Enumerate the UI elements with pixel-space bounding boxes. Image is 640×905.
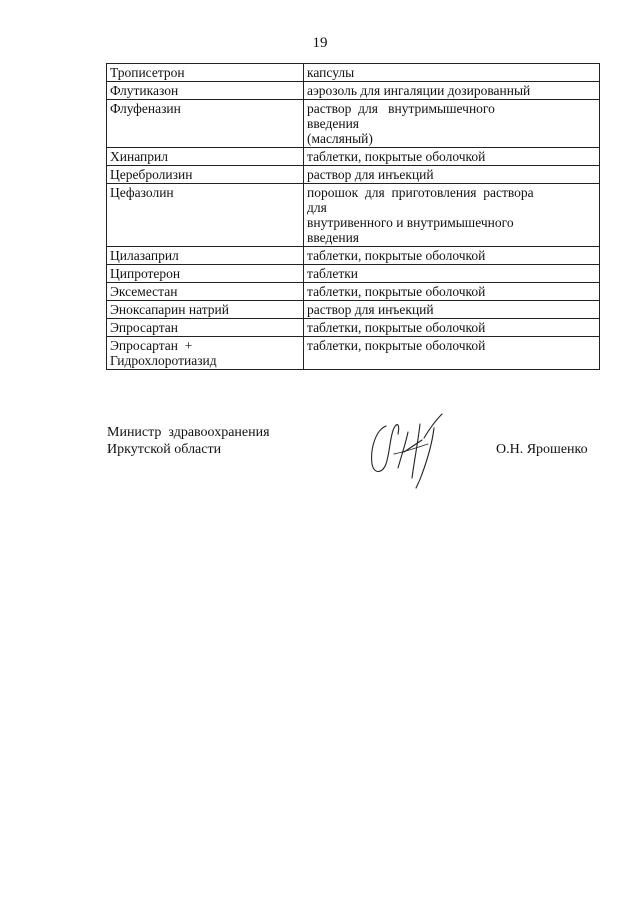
dosage-form-text: раствор для внутримышечного (307, 101, 495, 116)
dosage-form-text: аэрозоль для ингаляции дозированный (307, 83, 531, 98)
drug-name-cell (107, 301, 304, 319)
table-row (107, 301, 600, 319)
dosage-form-cell (304, 82, 600, 100)
drug-name-text: Эксеместан (110, 284, 178, 299)
dosage-form-cell (304, 148, 600, 166)
table-row (107, 100, 600, 148)
table-row (107, 148, 600, 166)
dosage-form-cell (304, 283, 600, 301)
drug-name-cell (107, 319, 304, 337)
dosage-form-cell (304, 265, 600, 283)
drug-name-text: Ципротерон (110, 266, 181, 281)
dosage-form-text: (масляный) (307, 131, 373, 146)
handwritten-signature (364, 408, 464, 490)
drug-name-text: Церебролизин (110, 167, 193, 182)
drug-name-cell (107, 82, 304, 100)
drug-name-text: Флутиказон (110, 83, 179, 98)
dosage-form-cell (304, 166, 600, 184)
dosage-form-text: порошок для приготовления раствора (307, 185, 534, 200)
signatory-name: О.Н. Ярошенко (496, 442, 588, 457)
position-line-1: Министр здравоохранения (107, 425, 270, 440)
dosage-form-text: таблетки, покрытые оболочкой (307, 320, 486, 335)
drug-name-cell (107, 100, 304, 148)
dosage-form-text: таблетки, покрытые оболочкой (307, 149, 486, 164)
position-line-2: Иркутской области (107, 442, 222, 457)
dosage-form-cell (304, 64, 600, 82)
dosage-form-text: капсулы (307, 65, 355, 80)
page-number: 19 (312, 35, 328, 51)
drug-name-cell (107, 283, 304, 301)
drug-name-cell (107, 247, 304, 265)
drug-name-cell (107, 265, 304, 283)
signature-position (107, 424, 270, 458)
drug-name-text: Цефазолин (110, 185, 174, 200)
table-row (107, 64, 600, 82)
dosage-form-cell (304, 184, 600, 247)
dosage-form-cell (304, 247, 600, 265)
drug-table (106, 63, 600, 370)
dosage-form-text: таблетки, покрытые оболочкой (307, 338, 486, 353)
dosage-form-cell (304, 100, 600, 148)
drug-name-text: Эпросартан + (110, 338, 193, 353)
dosage-form-text: внутривенного и внутримышечного (307, 215, 514, 230)
dosage-form-text: для (307, 200, 327, 215)
dosage-form-text: таблетки, покрытые оболочкой (307, 284, 486, 299)
dosage-form-cell (304, 319, 600, 337)
drug-name-text: Эпросартан (110, 320, 178, 335)
table-row (107, 82, 600, 100)
drug-name-text: Цилазаприл (110, 248, 179, 263)
drug-name-text: Флуфеназин (110, 101, 181, 116)
table-row (107, 265, 600, 283)
drug-name-cell (107, 337, 304, 370)
table-row (107, 337, 600, 370)
table-row (107, 319, 600, 337)
table-row (107, 184, 600, 247)
dosage-form-text: таблетки, покрытые оболочкой (307, 248, 486, 263)
dosage-form-text: введения (307, 230, 360, 245)
table-row (107, 166, 600, 184)
dosage-form-text: раствор для инъекций (307, 302, 434, 317)
drug-name-text: Хинаприл (110, 149, 168, 164)
drug-name-cell (107, 64, 304, 82)
drug-name-text: Трописетрон (110, 65, 185, 80)
drug-name-cell (107, 184, 304, 247)
dosage-form-text: таблетки (307, 266, 359, 281)
dosage-form-text: введения (307, 116, 360, 131)
table-row (107, 283, 600, 301)
dosage-form-text: раствор для инъекций (307, 167, 434, 182)
drug-name-cell (107, 166, 304, 184)
drug-table-body (107, 64, 600, 370)
drug-name-text: Гидрохлоротиазид (110, 353, 217, 368)
dosage-form-cell (304, 301, 600, 319)
dosage-form-cell (304, 337, 600, 370)
drug-name-cell (107, 148, 304, 166)
table-row (107, 247, 600, 265)
drug-name-text: Эноксапарин натрий (110, 302, 230, 317)
